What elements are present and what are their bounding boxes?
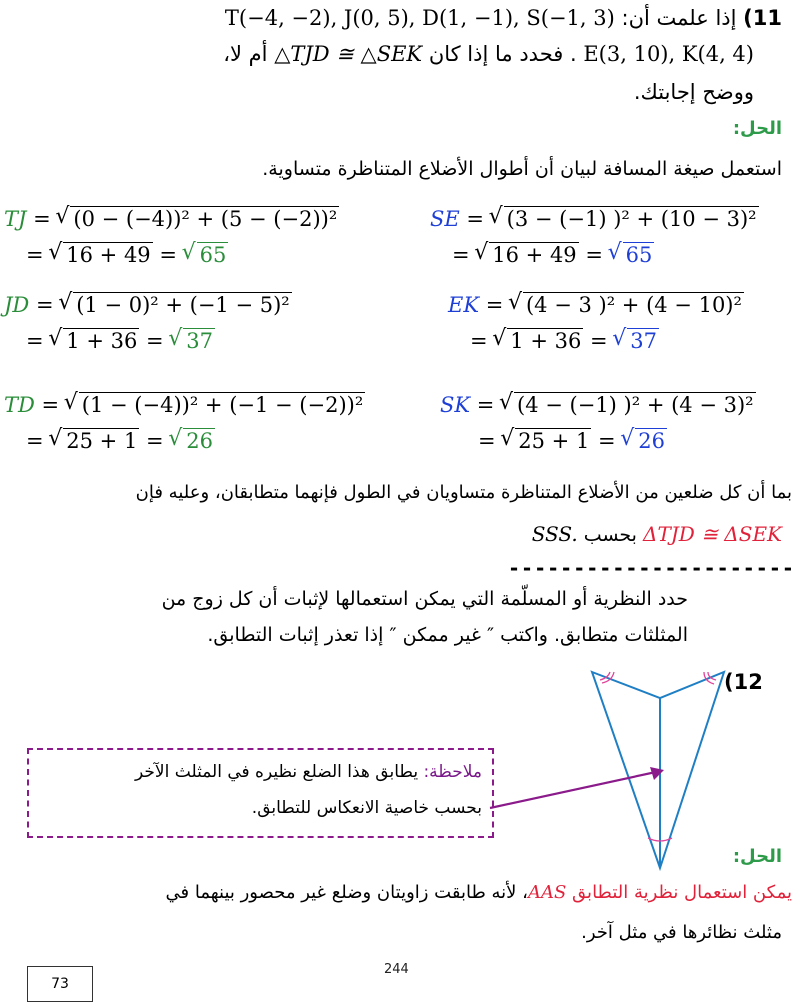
answer-theorem: يمكن استعمال نظرية التطابق [572, 882, 792, 903]
eq-sk-r2: √ 25 + 1 [515, 428, 591, 453]
eq-se-result: √ 65 [623, 242, 655, 267]
eq-td-radicand: √ (1 − (−4))² + (−1 − (−2))² [79, 392, 365, 417]
eq-se-line2: = √ 16 + 49 = √ 65 [452, 242, 654, 267]
note-line2: بحسب خاصية الانعكاس للتطابق. [251, 798, 482, 818]
q11-line1-text: إذا علمت أن: [621, 6, 737, 30]
eq-sk-lhs: SK [440, 393, 471, 417]
eq-jd-lhs: JD [4, 293, 30, 317]
eq-td-lhs: TD [4, 393, 35, 417]
eq-jd-result: √ 37 [183, 328, 215, 353]
eq-tj-lhs: TJ [4, 207, 27, 231]
eq-tj-result: √ 65 [197, 242, 229, 267]
eq-ek-line1: EK = √ (4 − 3 )² + (4 − 10)² [448, 292, 744, 317]
eq-td-result: √ 26 [183, 428, 215, 453]
q11-points-1: T(−4, −2), J(0, 5), D(1, −1), S(−1, 3) [224, 6, 615, 30]
note-text-1: يطابق هذا الضلع نظيره في المثلث الآخر [135, 762, 419, 782]
conclusion-line2 [532, 522, 782, 546]
page-number: 244 [384, 962, 409, 977]
eq-jd-line2: = √ 1 + 36 = √ 37 [26, 328, 215, 353]
q11-line3: ووضح إجابتك. [633, 80, 754, 104]
eq-se-line1: SE = √ (3 − (−1) )² + (10 − 3)² [430, 206, 759, 231]
eq-sk-result: √ 26 [635, 428, 667, 453]
separator: ---------------------- [508, 556, 795, 580]
eq-td-r2: √ 25 + 1 [63, 428, 139, 453]
arrow-head [650, 767, 664, 780]
eq-jd-radicand: √ (1 − 0)² + (−1 − 5)² [73, 292, 292, 317]
eq-se-r2: √ 16 + 49 [489, 242, 578, 267]
page-code: 73 [51, 976, 69, 992]
note-box [27, 748, 494, 838]
eq-sk-line2: = √ 25 + 1 = √ 26 [478, 428, 667, 453]
note-label: ملاحظة: [423, 762, 482, 782]
q11-line1 [225, 6, 782, 30]
q11-points-2: E(3, 10), K(4, 4) [583, 42, 754, 66]
conclusion-sss: SSS. [531, 522, 578, 546]
solution-label: الحل: [732, 118, 782, 139]
eq-ek-lhs: EK [448, 293, 480, 317]
eq-se-radicand: √ (3 − (−1) )² + (10 − 3)² [504, 206, 759, 231]
eq-sk-line1: SK = √ (4 − (−1) )² + (4 − 3)² [440, 392, 756, 417]
instructions-line2: المثلثات متطابق. واكتب ″ غير ممكن ″ إذا تعذر إثبات التطابق. [207, 624, 688, 646]
eq-sk-radicand: √ (4 − (−1) )² + (4 − 3)² [514, 392, 756, 417]
page-code-box [27, 966, 93, 1002]
eq-td-line2: = √ 25 + 1 = √ 26 [26, 428, 215, 453]
intro-text: استعمل صيغة المسافة لبيان أن أطوال الأضلاع المتناظرة متساوية. [262, 158, 782, 180]
solution2-label: الحل: [732, 846, 782, 867]
eq-ek-r2: √ 1 + 36 [507, 328, 583, 353]
answer-line1 [166, 882, 793, 903]
conclusion-word: بحسب [583, 524, 637, 546]
eq-se-lhs: SE [430, 207, 460, 231]
q11-congruence: △TJD ≅ △SEK [274, 42, 423, 66]
answer-line2: مثلث نظائرها في مثل آخر. [581, 922, 782, 943]
q12-number: (12 [724, 670, 763, 694]
q11-line2 [223, 42, 754, 66]
eq-jd-line1: JD = √ (1 − 0)² + (−1 − 5)² [4, 292, 292, 317]
note-arrow [488, 760, 668, 820]
q11-number: 11) [743, 6, 782, 30]
eq-ek-result: √ 37 [627, 328, 659, 353]
instructions-line1: حدد النظرية أو المسلّمة التي يمكن استعمالها لإثبات أن كل زوج من [161, 588, 688, 610]
q11-line2-pre: أم لا، [223, 42, 268, 66]
eq-jd-r2: √ 1 + 36 [63, 328, 139, 353]
conclusion-congruence: ΔTJD ≅ ΔSEK [643, 522, 782, 546]
conclusion-line1: بما أن كل ضلعين من الأضلاع المتناظرة متساويان في الطول فإنهما متطابقان، وعليه فإن [135, 482, 792, 503]
eq-ek-line2: = √ 1 + 36 = √ 37 [470, 328, 659, 353]
eq-td-line1: TD = √ (1 − (−4))² + (−1 − (−2))² [4, 392, 365, 417]
eq-tj-line2: = √ 16 + 49 = √ 65 [26, 242, 228, 267]
eq-tj-r2: √ 16 + 49 [63, 242, 152, 267]
eq-tj-line1: TJ = √ (0 − (−4))² + (5 − (−2))² [4, 206, 339, 231]
answer-aas: AAS [527, 882, 567, 903]
note-line1 [135, 762, 482, 782]
eq-ek-radicand: √ (4 − 3 )² + (4 − 10)² [523, 292, 744, 317]
eq-tj-radicand: √ (0 − (−4))² + (5 − (−2))² [70, 206, 339, 231]
answer-reason: ، لأنه طابقت زاويتان وضلع غير محصور بينهما في [165, 882, 528, 903]
q11-line2-mid: . فحدد ما إذا كان [428, 42, 577, 66]
